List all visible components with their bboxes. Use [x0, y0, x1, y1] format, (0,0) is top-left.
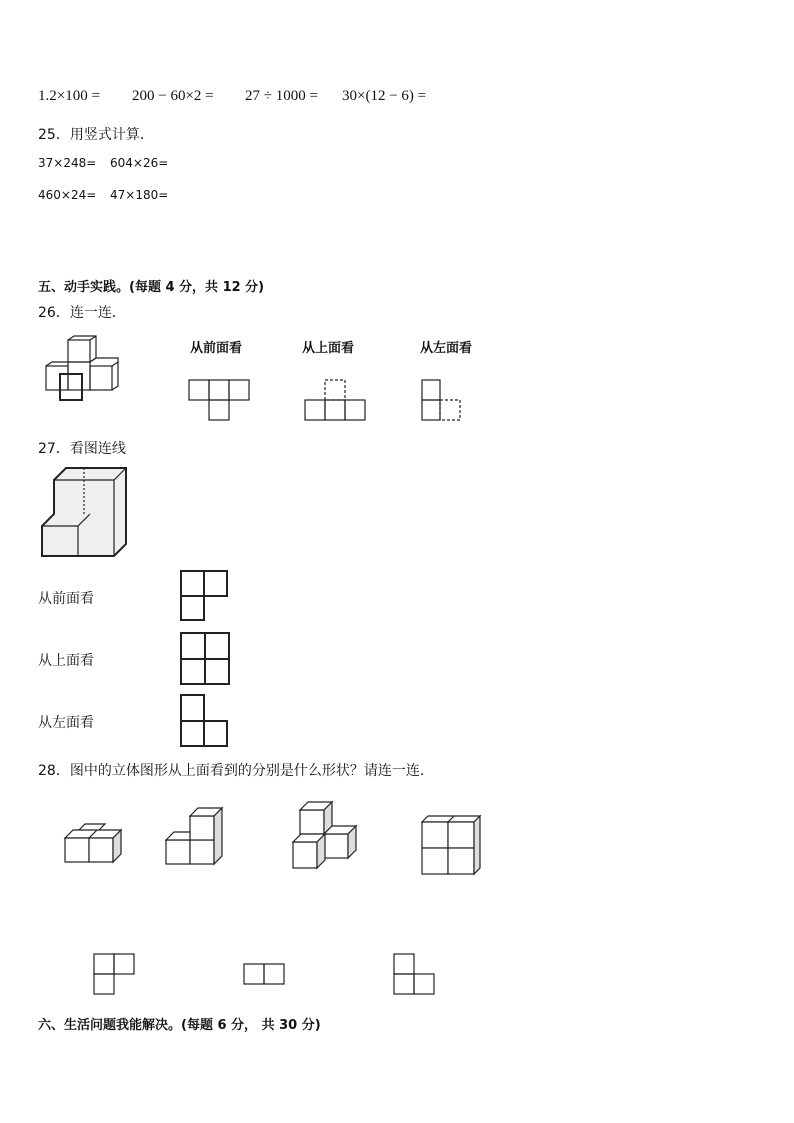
q27-view-front: 从前面看	[38, 591, 94, 607]
q25-item-1: 37×248=	[38, 156, 97, 170]
q28-solid-4	[420, 814, 484, 876]
q26-view-top: 从上面看	[302, 341, 355, 356]
q25-item-4: 47×180=	[110, 188, 169, 202]
q27-view-top: 从上面看	[38, 653, 94, 669]
q28-view-1	[93, 953, 137, 997]
q27-title: 27．看图连线	[38, 441, 126, 457]
q25-title: 25．用竖式计算．	[38, 127, 154, 143]
q28-solid-1	[64, 822, 126, 866]
q26-shape-inverted-t	[304, 378, 366, 424]
calc-expr-2: 200 − 60×2 =	[132, 88, 214, 104]
q27-solid-figure	[40, 464, 132, 560]
calc-expr-3: 27 ÷ 1000 =	[245, 88, 318, 104]
q26-title: 26．连一连．	[38, 305, 126, 321]
q26-shape-l	[420, 378, 470, 424]
calc-expr-1: 1.2×100 =	[38, 88, 100, 104]
q27-shape-1	[180, 570, 230, 622]
q26-view-left: 从左面看	[420, 341, 473, 356]
section-5-title: 五、动手实践。(每题 4 分，共 12 分)	[38, 280, 265, 295]
section-6-title: 六、生活问题我能解决。(每题 6 分， 共 30 分)	[38, 1018, 321, 1033]
q28-solid-3	[292, 802, 362, 872]
q28-view-2	[243, 963, 287, 987]
q25-item-2: 604×26=	[110, 156, 169, 170]
q26-view-front: 从前面看	[190, 341, 243, 356]
q26-shape-t	[188, 378, 250, 424]
q27-shape-2	[180, 632, 230, 686]
q27-view-left: 从左面看	[38, 715, 94, 731]
q26-solid-figure	[40, 336, 130, 404]
q28-view-3	[393, 953, 437, 997]
q28-title: 28．图中的立体图形从上面看到的分别是什么形状？请连一连．	[38, 763, 434, 779]
q27-shape-3	[180, 694, 230, 748]
q25-item-3: 460×24=	[38, 188, 97, 202]
calc-expr-4: 30×(12 − 6) =	[342, 88, 427, 104]
q28-solid-2	[165, 808, 227, 868]
